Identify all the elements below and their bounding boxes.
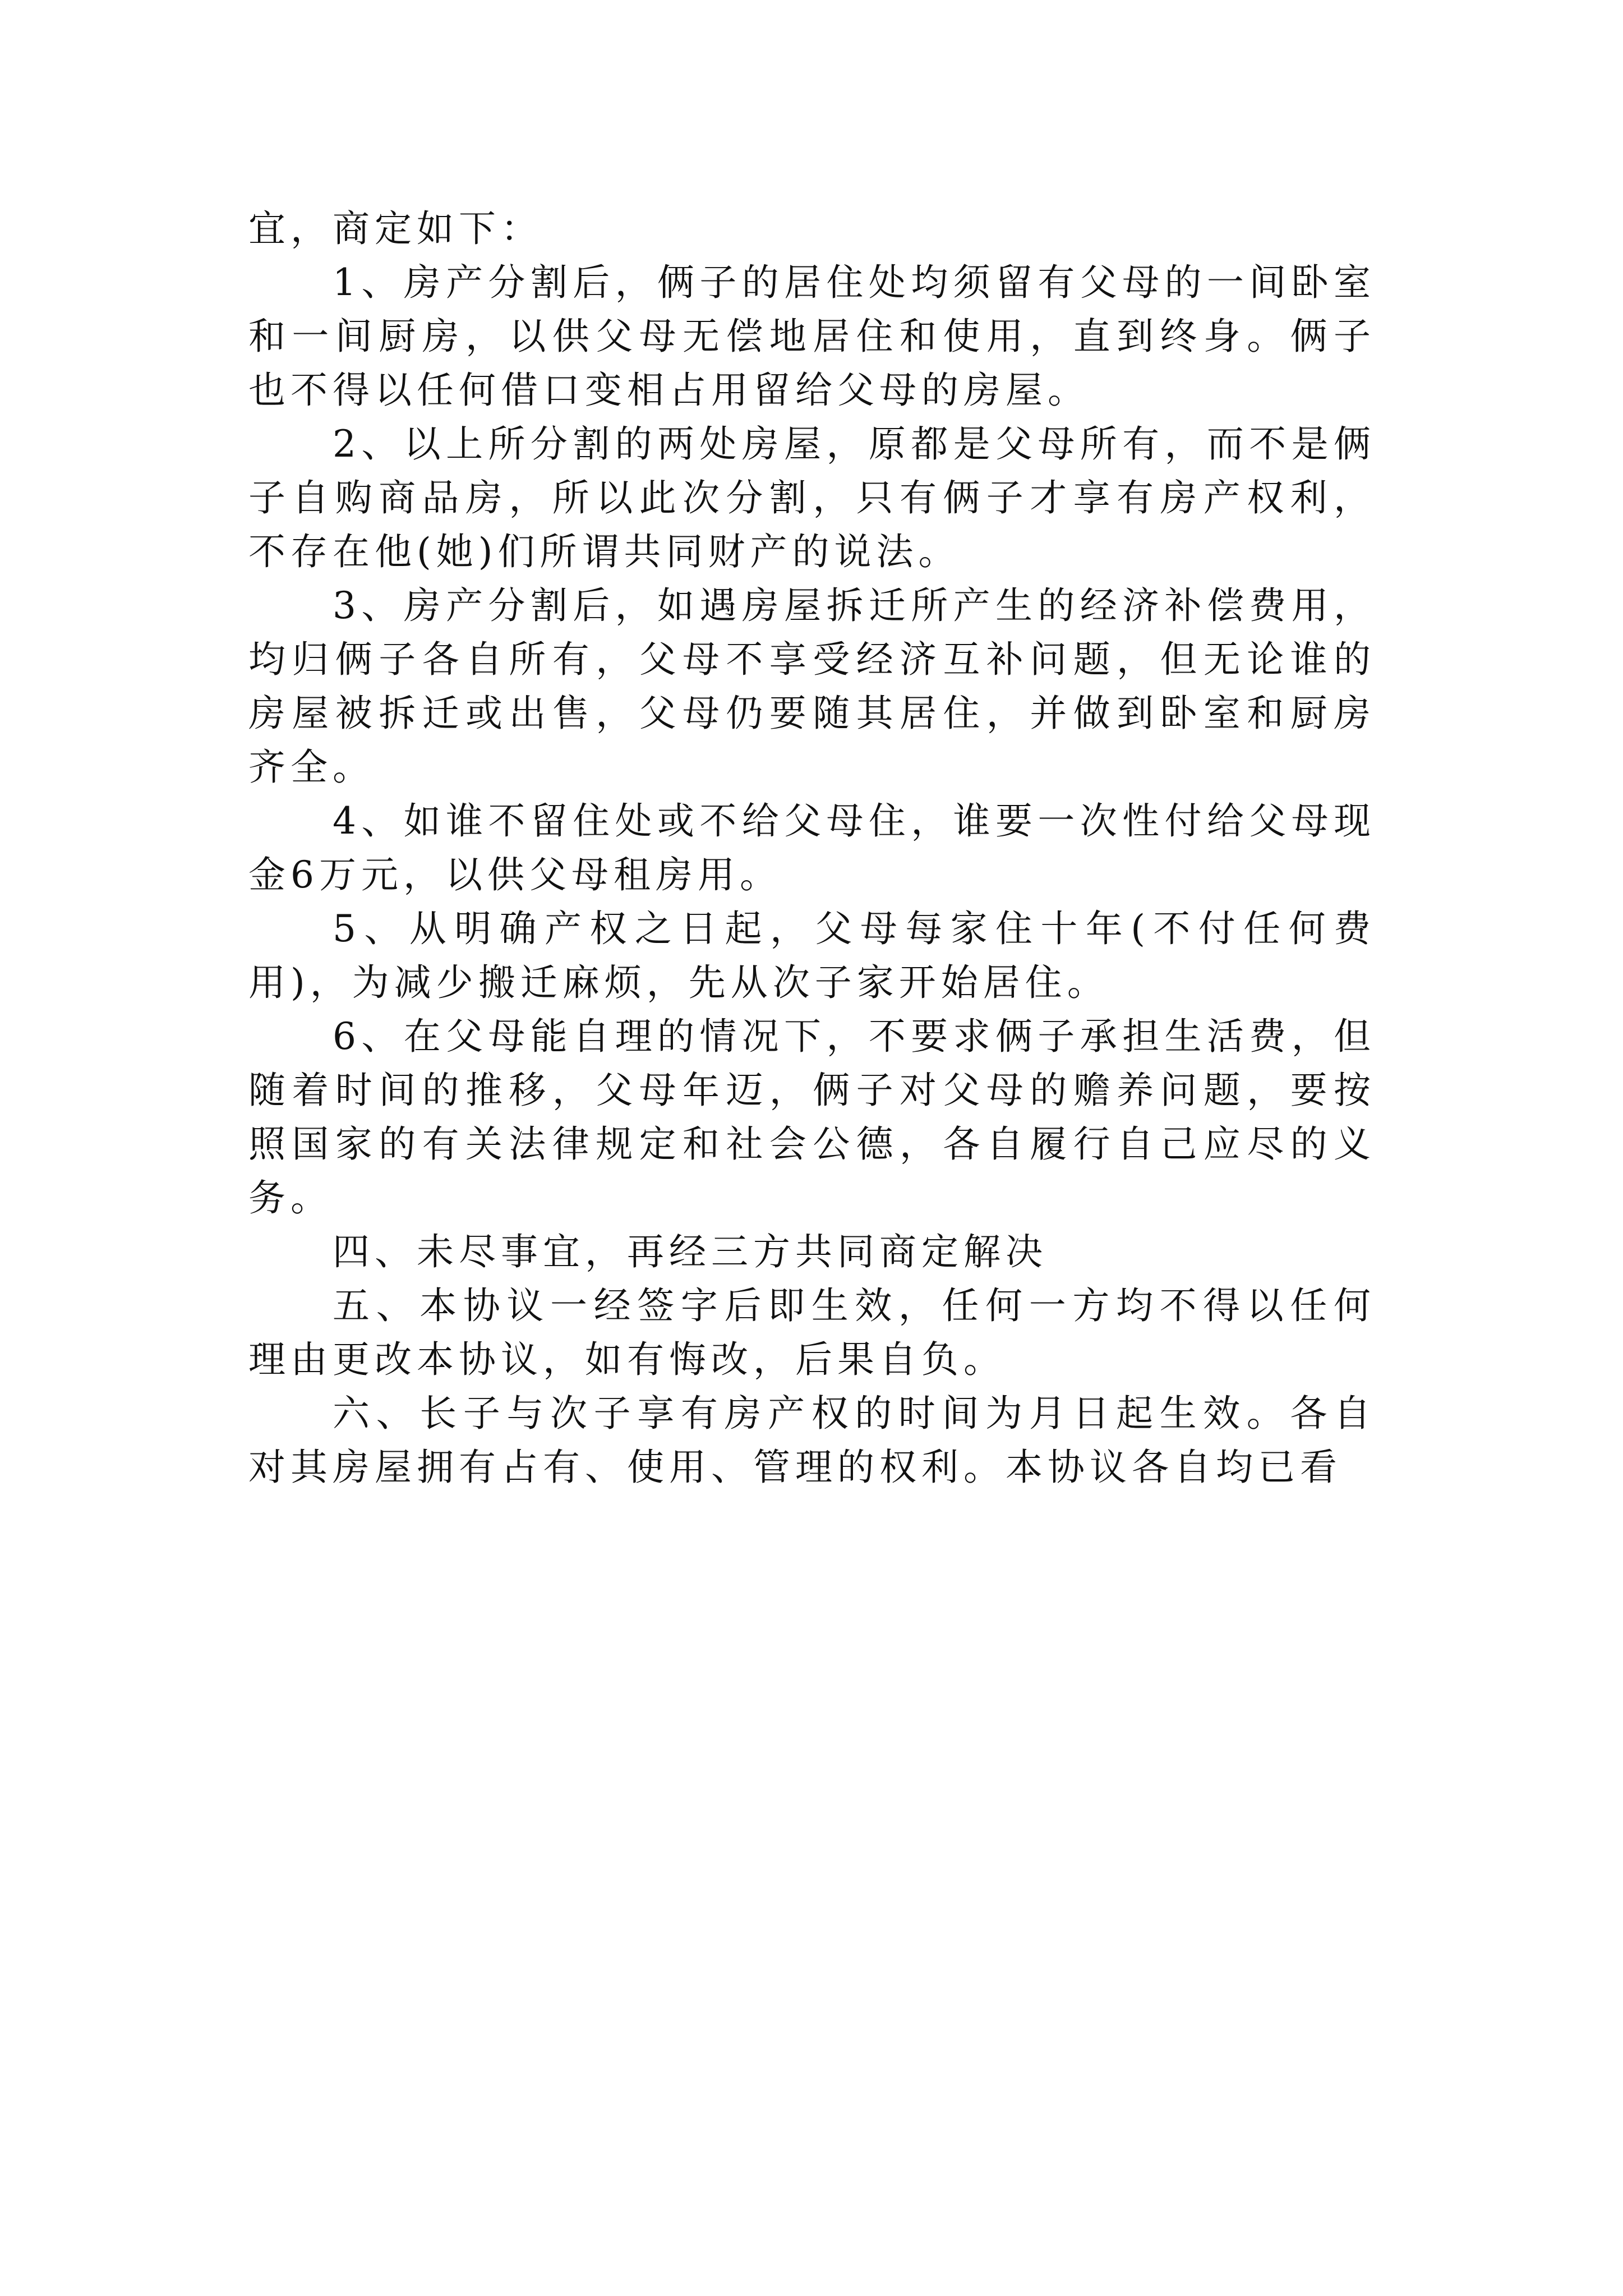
paragraph-clause-6: 6、在父母能自理的情况下，不要求俩子承担生活费，但随着时间的推移，父母年迈，俩子对父母的赡养问题，要按照国家的有关法律规定和社会公德，各自履行自己应尽的义务。 <box>248 1015 1376 1220</box>
paragraph-clause-3: 3、房产分割后，如遇房屋拆迁所产生的经济补偿费用，均归俩子各自所有，父母不享受经济互补问题，但无论谁的房屋被拆迁或出售，父母仍要随其居住，并做到卧室和厨房齐全。 <box>248 584 1376 789</box>
paragraph-clause-1: 1、房产分割后，俩子的居住处均须留有父母的一间卧室和一间厨房，以供父母无偿地居住和使用，直到终身。俩子也不得以任何借口变相占用留给父母的房屋。 <box>248 261 1376 412</box>
paragraph-clause-4: 4、如谁不留住处或不给父母住，谁要一次性付给父母现金6万元，以供父母租房用。 <box>248 799 1376 896</box>
document-body <box>248 202 1376 1494</box>
paragraph-section-6: 六、长子与次子享有房产权的时间为月日起生效。各自对其房屋拥有占有、使用、管理的权利。本协议各自均已看 <box>248 1392 1376 1489</box>
paragraph-section-4: 四、未尽事宜，再经三方共同商定解决 <box>333 1230 1048 1273</box>
paragraph-continuation: 宜，商定如下： <box>248 207 543 250</box>
paragraph-clause-2: 2、以上所分割的两处房屋，原都是父母所有，而不是俩子自购商品房，所以此次分割，只有俩子才享有房产权利，不存在他(她)们所谓共同财产的说法。 <box>248 422 1376 573</box>
paragraph-section-5: 五、本协议一经签字后即生效，任何一方均不得以任何理由更改本协议，如有悔改，后果自负。 <box>248 1284 1376 1381</box>
paragraph-clause-5: 5、从明确产权之日起，父母每家住十年(不付任何费用)，为减少搬迁麻烦，先从次子家开始居住。 <box>248 907 1376 1004</box>
